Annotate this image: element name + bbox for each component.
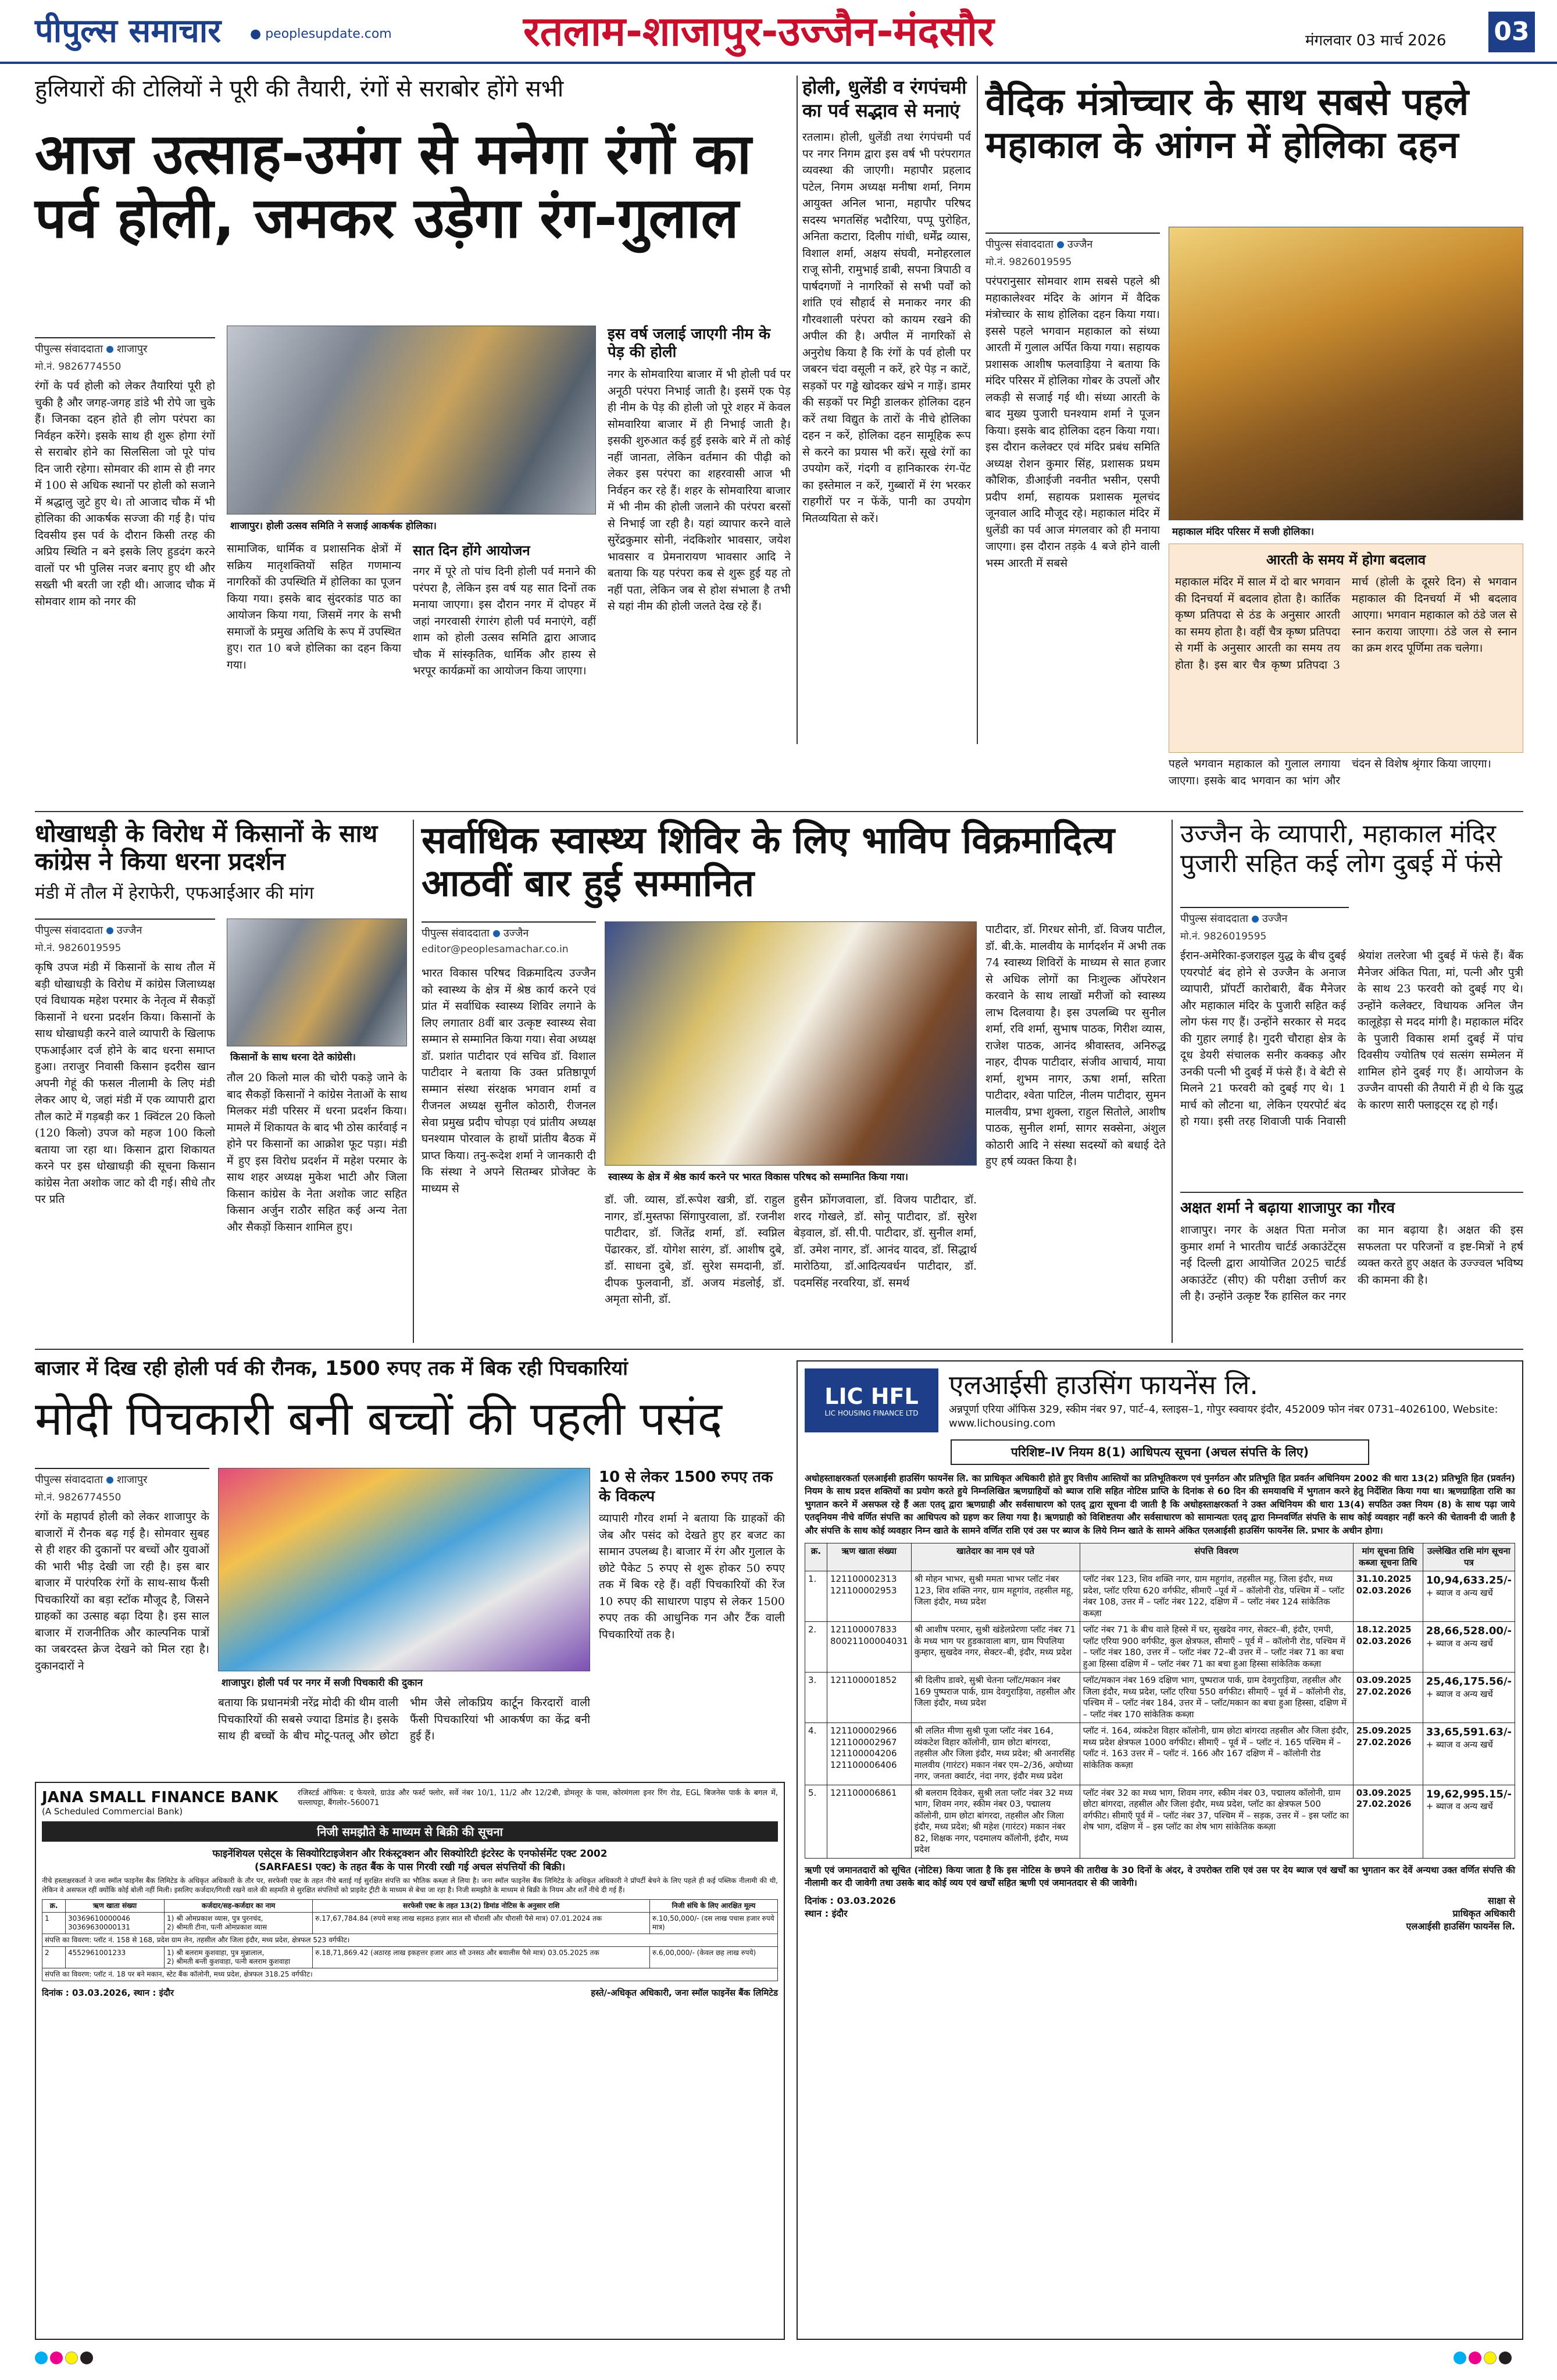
kisan-headline: धोखाधड़ी के विरोध में किसानों के साथ कांग्रेस ने किया धरना प्रदर्शन [35,819,378,876]
table-cell: 121100002966 121100002967 121100004206 121100006406 [827,1723,912,1785]
table-cell: रु.18,71,869.42 (अठारह लाख इकहत्तर हजार आठ सौ उनसठ और बयालीस पैसे मात्र) 03.05.2025 तक [313,1947,650,1968]
vikram-col3: पाटीदार, डॉ. गिरधर सोनी, डॉ. विजय पाटील, डॉ. बी.के. मालवीय के मार्गदर्शन में अभी तक 74 स्वास्थ्य शिविरों के माध्यम से सात हजार से अधिक लोगों का निःशुल्क ऑपरेशन करवाने के साथ लाखों मरीजों को स्वास्थ्य लाभ दिलवाया है। इस उपलब्धि पर सुनील शर्मा, रवि शर्मा, सुभाष पाठक, गिरीश व्यास, राजेश पाठक, आनंद श्रीवास्तव, अनिरुद्ध नाहर, दीपक पाटीदार, संजीव आचार्य, माया शर्मा, शुभम नागर, ऊषा शर्मा, सरिता पाटीदार, श्वेता पाटिल, नीलम पाटीदार, सुमन मालवीय, प्रभा शुक्ला, राहुल सितोले, आशीष पाठक, सुनील शर्मा, सागर सक्सेना, अंशुल कोठारी आदि ने संस्था सदस्यों को बधाई देते हुए हर्ष व्यक्त किया है। [985,923,1166,1168]
jana-address: रजिस्टर्ड ऑफिस: द फेयरवे, ग्राउंड और फर्स्ट फ्लोर, सर्वे नंबर 10/1, 11/2 और 12/2बी, डोमलूर के पास, कोरमंगला इनर रिंग रोड, EGL बिजनेस पार्क के बगल में, चल्लाघट्टा, बैंगलोर–560071 [298,1789,778,1807]
jana-table [42,1899,778,1981]
holi-kicker: हुलियारों की टोलियों ने पूरी की तैयारी, रंगों से सराबोर होंगे सभी [35,76,564,102]
neem-sidebar [608,326,791,738]
pichkari-photo-caption: शाजापुर। होली पर्व पर नगर में सजी पिचकारी की दुकान [218,1673,590,1691]
kisan-byline [35,919,215,954]
vikram-col2: डॉ. जी. व्यास, डॉ.रूपेश खत्री, डॉ. राहुल नागर, डॉ.मुस्तफा सिंगापुरवाला, डॉ. रजनीश पाटीदार, डॉ. जितेंद्र शर्मा, डॉ. स्वप्निल पेंढारकर, डॉ. योगेश सारंग, डॉ. आशीष दुबे, डॉ. साधना दुबे, डॉ. सुरेश समदानी, डॉ. दीपक फुलवानी, डॉ. अजय मंडलोई, डॉ. अमृता सोनी, डॉ. [605,1193,785,1306]
table-cell: 30369610000046 30369630000131 [66,1913,165,1934]
amount-sub: + ब्याज व अन्य खर्चे [1426,1801,1493,1812]
table-cell: 2. [805,1622,827,1673]
kisan-photo [227,919,407,1046]
table-cell: प्लॉट/मकान नंबर 169 दक्षिण भाग, पुष्पराज पार्क, ग्राम देवगुराड़िया, तहसील और जिला इंदौर, मध्य प्रदेश, प्लॉट एरिया 550 वर्गफीट। सीमाएँ – पूर्व में – कॉलोनी रोड, पश्चिम में – प्लॉट नंबर 184, उत्तर में – प्लॉट/मकान का बचा हुआ हिस्सा, दक्षिण में – प्लॉट नंबर 170 सांकेतिक कब्ज़ा [1080,1673,1353,1723]
table-header: क्र. [42,1900,66,1913]
table-header: ऋण खाता संख्या [66,1900,165,1913]
amount-sub: + ब्याज व अन्य खर्चे [1426,1688,1493,1699]
masthead-logo: पीपुल्स समाचार [35,12,222,50]
table-row [42,1934,778,1947]
holi-col3-block [413,541,596,738]
table-cell: 2 [42,1947,66,1968]
table-cell: संपत्ति का विवरण: प्लॉट नं. 158 से 168, प्रदेश ग्राम लेन, तहसील और जिला इंदौर, मध्य प्रदेश, क्षेत्रफल 523 वर्गफीट। [42,1934,778,1947]
table-cell: 03.09.2025 27.02.2026 [1353,1785,1423,1858]
black-mark-icon [80,2352,93,2364]
kisan-col2: तौल 20 किलो माल की चोरी पकड़े जाने के बाद सैकड़ों किसानों ने कांग्रेस नेताओं के साथ मिलकर मंडी परिसर में धरना प्रदर्शन किया। मामले में शिकायत के बाद भी ठोस कार्रवाई न होने पर किसानों का आक्रोश फूट पड़ा। मंडी में हुए इस विरोध प्रदर्शन में महेश परमार के साथ शहर अध्यक्ष मुकेश भाटी और जिला किसान कांग्रेस के नेता अशोक जाट सहित किसान अर्जुन राठौर सहित कई अन्य नेता और सैकड़ों किसान शामिल हुए। [227,1071,407,1234]
table-cell: 121100001852 [827,1673,912,1723]
table-cell [1423,1571,1515,1622]
table-row [805,1571,1515,1622]
mahakal-tail: पहले भगवान महाकाल को गुलाल लगाया जाएगा। इसके बाद भगवान का भांग और चंदन से विशेष श्रृंगार किया जाएगा। [1169,757,1491,787]
mahakal-photo-caption: महाकाल मंदिर परिसर में सजी होलिका। [1169,522,1523,540]
jana-notice [35,1782,785,2340]
column-rule [977,76,978,744]
pichkari-photo [218,1468,590,1671]
holi-subheading: सात दिन होंगे आयोजन [413,542,530,559]
table-row [805,1673,1515,1723]
byline-name: पीपुल्स संवाददाता [35,343,103,355]
pichkari-headline: मोदी पिचकारी बनी बच्चों की पहली पसंद [35,1392,723,1446]
mahakal-byline [985,233,1160,268]
table-row [805,1723,1515,1785]
jana-title-bar: निजी समझौते के माध्यम से बिक्री की सूचना [42,1821,778,1842]
lic-sign-by: प्राधिकृत अधिकारी [1452,1908,1515,1920]
table-header-row [42,1900,778,1913]
dubai-byline [1180,907,1349,942]
amount-sub: + ब्याज व अन्य खर्चे [1426,1587,1493,1598]
holi-col1: रंगों के पर्व होली को लेकर तैयारियां पूरी हो चुकी है और जगह-जगह डांडे भी रोपे जा चुके हैं। जिनका दहन होते ही लोग परंपरा का निर्वहन करेंगे। इसके साथ ही शुरू होगा रंगों से सराबोर होने का सिलसिला जो पूरे पांच दिन जारी रहेगा। सोमवार की शाम से ही नगर में 100 से अधिक स्थानों पर होली को सजाने में श्रद्धालु जुटे हुए थे। तो आजाद चौक में भी होलिका की आकर्षक सज्जा की गई है। पांच दिवसीय इस पर्व के दौरान किसी तरह की अप्रिय स्थिति न बने इसके लिए हुडदंग करने वालों पर भी पुलिस नजर बनाए हुए थी और सख्ती भी बरती जा रही थी। आजाद चौक में सोमवार शाम को नगर की [35,380,215,608]
amount-value: 28,66,528.00/- [1426,1625,1512,1638]
table-cell: 1) श्री बलराम कुशवाहा, पुत्र मुन्नालाल, 2) श्रीमती बन्ती कुशवाहा, पत्नी बलराम कुशवाहा [165,1947,313,1968]
yellow-mark-icon [65,2352,78,2364]
lic-table [805,1543,1515,1859]
column-rule [1172,820,1173,1343]
pichkari-side-text: व्यापारी गौरव शर्मा ने बताया कि ग्राहकों की जेब और पसंद को देखते हुए हर बजट का सामान उपलब्ध है। बाजार में रंग और गुलाल के छोटे पैकेट 5 रुपए से शुरू होकर 50 रुपए तक में बिक रहे हैं। वहीं पिचकारियों की रेंज 10 रुपए की साधारण पाइप से लेकर 1500 रुपए तक की आधुनिक गन और टैंक वाली पिचकारियों तक है। [599,1512,785,1641]
holi-col3: नगर में पूरे तो पांच दिनी होली पर्व मनाने की परंपरा है, लेकिन इस वर्ष यह सात दिनों तक मनाया जाएगा। इस दौरान नगर में दोपहर में जहां नगरवासी रंगारंग होली पर्व मनाएंगे, वहीं शाम को होली उत्सव समिति द्वारा आजाद चौक में सांस्कृतिक, धार्मिक और हास्य से भरपूर कार्यक्रमों का आयोजन किया जाएगा। [413,565,596,677]
table-cell: रु.6,00,000/- (केवल छह लाख रुपये) [650,1947,778,1968]
vikram-col2b: हुसैन फ्रोंगजवाला, डॉ. विजय पाटीदार, डॉ. शरद गोखले, डॉ. सोनू पाटीदार, डॉ. सुरेश बेड़वाल, डॉ. सी.पी. पाटीदार, डॉ. सुनील शर्मा, डॉ. उमेश नागर, डॉ. आनंद यादव, डॉ. सिद्धार्थ मारोठिया, डॉ.आदित्यवर्धन पाटीदार, डॉ. पदमसिंह नरवरिया, डॉ. समर्थ [794,1193,977,1289]
table-row [805,1622,1515,1673]
sadbhav-story [802,76,971,710]
table-cell: श्री आशीष परमार, सुश्री खंडेलप्रेरणा प्लॉट नंबर 71 के मध्य भाग पर हुडकावाला बाग, ग्राम पिपलिया कुम्हार, सुखदेव नगर, सेक्टर–बी, इंदौर, मध्य प्रदेश [911,1622,1080,1673]
table-cell [1423,1723,1515,1785]
lic-sign-place: स्थान : इंदौर [805,1908,848,1920]
table-cell: 3. [805,1673,827,1723]
pichkari-byline [35,1468,209,1503]
table-cell: रु.17,67,784.84 (रुपये सत्रह लाख सड़सठ हज़ार सात सौ चौरासी और चौरासी पैसे मात्र) 07.01.2024 तक [313,1913,650,1934]
lic-notice [797,1360,1523,2340]
vikram-photo [605,921,977,1166]
table-header: मांग सूचना तिथि कब्जा सूचना तिथि [1353,1543,1423,1571]
jana-sign: हस्ते/-अधिकृत अधिकारी, जना स्मॉल फाइनेंस बैंक लिमिटेड [591,1988,778,1999]
pichkari-kicker: बाजार में दिख रही होली पर्व की रौनक, 1500 रुपए तक में बिक रही पिचकारियां [35,1357,628,1380]
byline-email[interactable]: editor@peoplesamachar.co.in [422,944,569,955]
table-row [805,1785,1515,1858]
byline-place: उज्जैन [116,924,142,937]
lic-sign-seal: साक्षा से [1488,1895,1515,1907]
table-header-row [805,1543,1515,1571]
dubai-text: ईरान-अमेरिका-इजराइल युद्ध के बीच दुबई एयरपोर्ट बंद होने से उज्जैन के अनाज व्यापारी, प्रॉपर्टी कारोबारी, बैंक मैनेजर और महाकाल मंदिर के पुजारी सहित कई लोग फंस गए हैं। उन्होंने सरकार से मदद की गुहार लगाई है। गुदरी चौराहा क्षेत्र के दूध डेयरी संचालक सनीर कक्कड़ और उनकी पत्नी भी दुबई में फंसे हैं। वे बेटी से मिलने 21 फरवरी को दुबई गए थे। 1 मार्च को लौटना था, लेकिन एयरपोर्ट बंद हो गया। इसी तरह शिवाजी पार्क निवासी श्रेयांश तलरेजा भी दुबई में फंसे हैं। बैंक मैनेजर अंकित पिता, मां, पत्नी और पुत्री के साथ 23 फरवरी को दुबई गए थे। उन्होंने कलेक्टर, विधायक अनिल जैन कालूहेड़ा से मदद मांगी है। महाकाल मंदिर के पुजारी विकास शर्मा दुबई में पांच दिवसीय ज्योतिष एवं सत्संग सम्मेलन में शामिल होने दुबई गए हैं। आयोजन के उज्जैन वापसी की तैयारी में ही थे कि युद्ध के कारण सारी फ्लाइट्स रद्द हो गईं। [1180,949,1523,1128]
byline-place: उज्जैन [1262,913,1288,925]
neem-heading: इस वर्ष जलाई जाएगी नीम के पेड़ की होली [608,326,770,362]
vikram-col1: भारत विकास परिषद विक्रमादित्य उज्जैन को स्वास्थ्य के क्षेत्र में श्रेष्ठ कार्य करने एवं प्रांत में सर्वाधिक स्वास्थ्य शिविर लगाने के लिए लगातार 8वीं बार उत्कृष्ट स्वास्थ्य सेवा सम्मान से सम्मानित किया गया। सेवा अध्यक्ष डॉ. प्रशांत पाटीदार एवं सचिव डॉ. विशाल पाटीदार ने बताया कि उक्त प्रतिष्ठापूर्ण सम्मान संस्था संरक्षक भगवान शर्मा व रीजनल अध्यक्ष सुनील कोठारी, रीजनल सेवा प्रमुख प्रदीप चोपड़ा एवं प्रांतीय अध्यक्ष घनश्याम पोरवाल के हाथों प्रांतीय बैठक में प्राप्त किया। तनु-रूदेश शर्मा ने जानकारी दी कि संस्था ने अपने सितम्बर प्रोजेक्ट के माध्यम से [422,967,596,1195]
page-number: 03 [1488,12,1535,52]
amount-sub: + ब्याज व अन्य खर्चे [1426,1739,1493,1750]
table-header: कर्जदार/सह-कर्जदार का नाम [165,1900,313,1913]
print-marks-left [35,2352,95,2367]
sadbhav-text: रतलाम। होली, धुलेंडी तथा रंगपंचमी पर्व पर नगर निगम द्वारा इस वर्ष भी परंपरागत व्यवस्था की जाएगी। महापौर प्रहलाद पटेल, निगम अध्यक्ष मनीषा शर्मा, निगम आयुक्त अनिल भाना, महापौर परिषद सदस्य भगतसिंह भदौरिया, पप्पू पुरोहित, अनिता कटारा, दिलीप गांधी, धर्मेंद्र व्यास, विशाल शर्मा, अक्षय संघवी, मनोहरलाल राजू सोनी, रामुभाई डाबी, सपना त्रिपाठी व पार्षदगणों ने नागरिकों से सभी पर्वों को शांति एवं सौहार्द से मनाकर नगर की गौरवशाली परंपरा को कायम रखने की अपील की है। अपील में नागरिकों से अनुरोध किया है कि रंगों के पर्व होली पर जबरन चंदा वसूली न करें, हरे पेड़ न काटें, सड़कों पर गड्ढे खोदकर खंभे न गाड़ें। डामर की सड़कों पर मिट्टी डालकर होलिका दहन करें तथा विद्युत के तारों के नीचे होलिका दहन न करें, होलिका दहन सामूहिक रूप से करने का प्रयास भी करें। सूखे रंगों का उपयोग करें, गंदगी व हानिकारक रंग-पेंट का इस्तेमाल न करें, गुब्बारों में रंग भरकर राहगीरों पर न फेंकें, पानी का उपयोग मितव्ययिता से करें। [802,131,971,525]
lic-logo-sub: LIC HOUSING FINANCE LTD [824,1409,919,1417]
vikram-photo-caption: स्वास्थ्य के क्षेत्र में श्रेष्ठ कार्य करने पर भारत विकास परिषद को सम्मानित किया गया। [605,1167,977,1185]
table-cell: श्री मोहन भाभर, सुश्री ममता भाभर प्लॉट नंबर 123, शिव शक्ति नगर, ग्राम महूगांव, तहसील महू, जिला इंदौर, मध्य प्रदेश [911,1571,1080,1622]
magenta-mark-icon [50,2352,63,2364]
byline-name: पीपुल्स संवाददाता [35,1474,103,1486]
table-cell: श्री ललित मीणा सुश्री पूजा प्लॉट नंबर 164, व्यंकटेश विहार कॉलोनी, ग्राम छोटा बांगरदा, तहसील और जिला इंदौर, मध्य प्रदेश; श्री अनारसिंह मालवीय (गारंटर) मकान नंबर एम–2/36, अयोध्या नगर, जनता क्वार्टर, नंदा नगर, इंदौर मध्य प्रदेश [911,1723,1080,1785]
table-cell: प्लॉट नं. 164, व्यंकटेश विहार कॉलोनी, ग्राम छोटा बांगरदा तहसील और जिला इंदौर, मध्य प्रदेश क्षेत्रफल 1000 वर्गफीट। सीमाएँ – पूर्व में – प्लॉट नं. 165 पश्चिम में – प्लॉट नं. 163 उत्तर में – प्लॉट नं. 166 और 167 दक्षिण में – कॉलोनी रोड सांकेतिक कब्ज़ा [1080,1723,1353,1785]
edition-title: रतलाम-शाजापुर-उज्जैन-मंदसौर [523,8,994,55]
sadbhav-headline: होली, धुलेंडी व रंगपंचमी का पर्व सद्भाव से मनाएं [802,76,967,121]
table-cell: 1) श्री ओमप्रकाश व्यास, पुत्र पुरनचंद, 2) श्रीमती टीना, पत्नी ओमप्रकाश व्यास [165,1913,313,1934]
jana-bank-name: JANA SMALL FINANCE BANK [42,1789,278,1806]
holi-photo [227,326,596,514]
lic-sign-date: दिनांक : 03.03.2026 [805,1895,896,1907]
amount-value: 19,62,995.15/- [1426,1788,1512,1800]
section-rule [35,811,1523,812]
amount-sub: + ब्याज व अन्य खर्चे [1426,1638,1493,1649]
byline-place: शाजापुर [116,343,148,355]
table-cell: श्री दिलीप डावरे, सुश्री चेतना प्लॉट/मकान नंबर 169 पुष्पराज पार्क, ग्राम देवगुराड़िया, तहसील और जिला इंदौर, मध्य प्रदेश [911,1673,1080,1723]
lic-intro: अधोहस्ताक्षरकर्ता एलआईसी हाउसिंग फायनेंस लि. का प्राधिकृत अधिकारी होते हुए वित्तीय आस्तियों का प्रतिभूतिकरण एवं पुनर्गठन और प्रतिभूति हित प्रवर्तन अधिनियम 2002 की धारा 13(2) प्रतिभूति हित (प्रवर्तन) नियम के साथ प्रदत्त शक्तियों का प्रयोग करते हुये निम्नलिखित ऋणग्राहियों को ब्याज राशि सहित नोटिस प्राप्ति के दिनांक से 60 दिन की समयावधि में भुगतान करने हेतु निर्देशित किया गया था। ऋणग्राहिता राशि का भुगतान करने में असफल रहे हैं अतः एतद् द्वारा ऋणग्राही और सर्वसाधारण को एतद् द्वारा सूचना दी जाती है कि अधोहस्ताक्षरकर्ता ने उक्त अधिनियम की धारा 13(4) सपठित उक्त नियम (8) के साथ पढ़ा जाये एतद्नियम नीचे वर्णित संपत्ति का आधिपत्य को ग्रहण कर लिया गया है। ऋणग्राही को विशिष्टतया और सर्वसाधारण को सामान्यतः एतद् द्वारा निम्नवर्णित संपत्ति के साथ कोई व्यवहार नहीं करने की चेतावनी दी जाती है और संपत्ति के साथ कोई व्यवहार निम्न खाते के सामने वर्णित राशि एवं उस पर ब्याज के लिये निम्न खाते के सामने अंकित एलआईसी हाउसिंग फायनेंस लि. प्रभार के अधीन होगा। [805,1473,1515,1536]
pichkari-side-heading: 10 से लेकर 1500 रुपए तक के विकल्प [599,1468,773,1505]
byline-mobile: मो.नं. 9826019595 [985,256,1072,268]
byline-name: पीपुल्स संवाददाता [35,924,103,937]
table-cell: संपत्ति का विवरण: प्लॉट नं. 18 पर बने मकान, स्टेट बैंक कॉलोनी, मध्य प्रदेश, क्षेत्रफल 318.25 वर्गफीट। [42,1968,778,1981]
cyan-mark-icon [35,2352,48,2364]
cyan-mark-icon [1454,2352,1466,2364]
akshat-text: शाजापुर। नगर के अक्षत पिता मनोज कुमार शर्मा ने भारतीय चार्टर्ड अकाउंटेंट्स नई दिल्ली द्वारा आयोजित 2025 चार्टर्ड अकाउंटेंट (सीए) की परीक्षा उत्तीर्ण कर ली है। उन्होंने उत्कृष्ट रैंक हासिल कर नगर का मान बढ़ाया है। अक्षत की इस सफलता पर परिजनों व इष्ट-मित्रों ने हर्ष व्यक्त करते हुए अक्षत के उज्ज्वल भविष्य की कामना की है। [1180,1224,1523,1303]
amount-value: 25,46,175.56/- [1426,1675,1512,1688]
lic-sign-org: एलआईसी हाउसिंग फायनेंस लि. [1406,1921,1515,1932]
vikram-headline: सर्वाधिक स्वास्थ्य शिविर के लिए भाविप विक्रमादित्य आठवीं बार हुई सम्मानित [422,819,1115,905]
holi-photo-caption: शाजापुर। होली उत्सव समिति ने सजाई आकर्षक होलिका। [227,516,596,534]
holi-byline [35,337,215,373]
mahakal-headline: वैदिक मंत्रोच्चार के साथ सबसे पहले महाकाल के आंगन में होलिका दहन [985,81,1469,167]
aarti-text: महाकाल मंदिर में साल में दो बार भगवान की दिनचर्या में बदलाव होता है। कार्तिक कृष्ण प्रतिपदा से ठंड के अनुसार आरती का समय होता है। वहीं चैत्र कृष्ण प्रतिपदा से गर्मी के अनुसार आरती का समय तय होता है। इस बार चैत्र कृष्ण प्रतिपदा 3 मार्च (होली के दूसरे दिन) से भगवान महाकाल की दिनचर्या में भी बदलाव आएगा। भगवान महाकाल को ठंडे जल से स्नान कराया जाएगा। ठंडे जल से स्नान का क्रम शरद पूर्णिमा तक चलेगा। [1175,576,1517,671]
table-cell: 03.09.2025 27.02.2026 [1353,1673,1423,1723]
byline-place: उज्जैन [1067,238,1093,251]
byline-name: पीपुल्स संवाददाता [1180,913,1248,925]
jana-footer: दिनांक : 03.03.2026, स्थान : इंदौर [42,1988,174,1999]
lic-footer: ऋणी एवं जमानतदारों को सूचित (नोटिस) किया जाता है कि इस नोटिस के छपने की तारीख के 30 दिनों के अंदर, वे उपरोक्त राशि एवं उस पर देय ब्याज एवं खर्चों का भुगतान कर देवें अन्यथा उक्त वर्णित संपत्ति की नीलामी कर दी जावेगी तथा उसके बाद कोई व्यय एवं खर्चों सहित ऋणी एवं जमानतदार से की जावेगी। [805,1864,1515,1888]
column-rule [797,76,798,744]
lic-address: अन्नपूर्णा एरिया ऑफिस 329, स्कीम नंबर 97, पार्ट–4, स्लाइस–1, गोपुर स्क्वायर इंदौर, 452009 फोन नंबर 0731–4026100, Website: www.lichousing.com [949,1403,1498,1430]
table-header: क्र. [805,1543,827,1571]
neem-text: नगर के सोमवारिया बाजार में भी होली पर्व पर अनूठी परंपरा निभाई जाती है। इसमें एक पेड़ ही नीम के पेड़ की होली जो पूरे शहर में केवल सोमवारिया बाजार में ही निभाई जाती है। इसकी शुरुआत कई हुई इसके बारे में तो कोई नहीं जानता, लेकिन वर्तमान की पीढ़ी को लेकर इस परंपरा का शहरवासी आज भी निर्वहन कर रहे हैं। शहर के सोमवारिया बाजार में भी नीम की होली जलाने की परंपरा बरसों से निभाई जा रही है। यहां व्यापार करने वाले सुरेंद्रकुमार सोनी, नंदकिशोर भावसार, जयेश भावसार व प्रेमनारायण भावसार आदि ने बताया कि यह परंपरा कब से शुरू हुई यह तो नहीं पता, लेकिन जब से होश संभाला है तभी से यहां नीम की होली जलते देख रहे हैं। [608,368,791,613]
table-cell: 121100007833 80021100004031 [827,1622,912,1673]
print-marks-right [1454,2352,1514,2367]
table-cell [1423,1673,1515,1723]
jana-act2: (SARFAESI एक्ट) के तहत बैंक के पास गिरवी रखी गई अचल संपत्तियों की बिक्री। [254,1861,566,1873]
lic-notice-title: परिशिष्ट–IV नियम 8(1) आधिपत्य सूचना (अचल संपत्ति के लिए) [951,1439,1369,1465]
aarti-box [1169,544,1523,753]
table-header: खातेदार का नाम एवं पते [911,1543,1080,1571]
table-row [42,1968,778,1981]
table-cell: प्लॉट नंबर 71 के बीच वाले हिस्से में घर, सुखदेव नगर, सेक्टर–बी, इंदौर, एमपी, प्लॉट एरिया 900 वर्गफीट, कुल क्षेत्रफल, सीमाएँ – पूर्व में – कॉलोनी रोड, पश्चिम में – प्लॉट नंबर 180, उत्तर में – प्लॉट नंबर 72–बी उत्तर में – प्लॉट नंबर 71 का बचा हुआ हिस्सा दक्षिण में – प्लॉट नंबर 71 का बचा हुआ हिस्सा सांकेतिक कब्ज़ा [1080,1622,1353,1673]
jana-bank-sub: (A Scheduled Commercial Bank) [42,1806,183,1817]
table-cell: 25.09.2025 27.02.2026 [1353,1723,1423,1785]
byline-name: पीपुल्स संवाददाता [985,238,1054,251]
table-header: निजी संधि के लिए आरक्षित मूल्य [650,1900,778,1913]
table-cell: रु.10,50,000/- (दस लाख पचास हजार रुपये मात्र) [650,1913,778,1934]
amount-value: 33,65,591.63/- [1426,1726,1512,1739]
byline-name: पीपुल्स संवाददाता [422,927,490,939]
jana-body: नीचे हस्ताक्षरकर्ता ने जना स्मॉल फाइनेंस बैंक लिमिटेड के अधिकृत अधिकारी के तौर पर, सरफेसी एक्ट के तहत नीचे बताई गई सुरक्षित संपत्ति का भौतिक कब्ज़ा ले लिया है। जना स्मॉल फाइनेंस बैंक लिमिटेड के अधिकृत अधिकारी ने प्रॉपर्टी बेचने के लिए पहले ही कई पब्लिक नीलामी की थी, लेकिन वे असफल रहीं क्योंकि कोई बोली नहीं मिली। इसलिए कर्जदार/गिरवी रखने वाले की सहमति से सुरक्षित संपत्तियों को प्राइवेट ट्रीटी के माध्यम से बेचा जा रहा है। निजी समझौते के माध्यम से बिक्री के नियम और शर्तें नीचे दी गई हैं। [42,1877,778,1894]
aarti-heading: आरती के समय में होगा बदलाव [1266,552,1426,568]
jana-act: फाइनेंशियल एसेट्स के सिक्योरिटाइजेशन और रिकंस्ट्रक्शन और सिक्योरिटी इंटरेस्ट के एनफोर्समेंट एक्ट 2002 [212,1848,608,1860]
table-header: संपत्ति विवरण [1080,1543,1353,1571]
table-row [42,1947,778,1968]
byline-mobile: मो.नं. 9826019595 [1180,931,1267,942]
column-rule [413,820,414,1343]
table-cell: 121100006861 [827,1785,912,1858]
dubai-headline: उज्जैन के व्यापारी, महाकाल मंदिर पुजारी सहित कई लोग दुबई में फंसे [1180,819,1502,878]
byline-place: शाजापुर [116,1474,148,1486]
table-cell: श्री बलराम दिवेकर, सुश्री लता प्लॉट नंबर 32 मध्य भाग, शिवम नगर, स्कीम नंबर 03, पद्मालय कॉलोनी, ग्राम छोटा बांगरदा, तहसील और जिला इंदौर, मध्य प्रदेश; श्री महेश (गारंटर) मकान नंबर 82, शिक्षक नगर, पदमालय कॉलोनी, इंदौर, मध्य प्रदेश [911,1785,1080,1858]
table-header: सरफेसी एक्ट के तहत 13(2) डिमांड नोटिस के अनुसार राशि [313,1900,650,1913]
kisan-col1: कृषि उपज मंडी में किसानों के साथ तौल में बड़ी धोखाधड़ी के विरोध में कांग्रेस जिलाध्यक्ष एवं विधायक महेश परमार के नेतृत्व में सैकड़ों किसानों ने धरना प्रदर्शन किया। किसानों के साथ धोखाधड़ी करने वाले व्यापारी के खिलाफ एफआईआर दर्ज होने के बाद धरना समाप्त हुआ। तराजुर निवासी किसान इदरीस खान अपनी गेहूं की फसल नीलामी के लिए मंडी लेकर आए थे, जहां मंडी में एक व्यापारी द्वारा तौल काटे में गड़बड़ी कर 1 क्विंटल 20 किलो (120 किलो) उपज को महज 100 किलो बताया जा रहा था। किसान द्वारा शिकायत करने पर इस धोखाधड़ी की सूचना किसान कांग्रेस नेता अशोक जाट को दी गई। सीधे तौर पर प्रति [35,961,215,1206]
holi-headline: आज उत्साह-उमंग से मनेगा रंगों का पर्व होली, जमकर उड़ेगा रंग-गुलाल [35,121,752,251]
amount-value: 10,94,633.25/- [1426,1574,1512,1587]
lic-logo-text: LIC HFL [824,1384,919,1409]
pichkari-sidebar [599,1468,785,1776]
section-rule [35,1349,1523,1350]
issue-date: मंगलवार 03 मार्च 2026 [1305,32,1447,49]
masthead [0,0,1557,64]
table-cell: 1. [805,1571,827,1622]
byline-place: उज्जैन [503,927,529,939]
table-header: ऋण खाता संख्या [827,1543,912,1571]
black-mark-icon [1499,2352,1512,2364]
holi-col2: सामाजिक, धार्मिक व प्रशासनिक क्षेत्रों में सक्रिय मातृशक्तियों सहित गणमान्य नागरिकों की उपस्थिति में होलिका का पूजन किया गया। इसके बाद सुंदरकांड पाठ का आयोजन किया गया, जिसमें नगर के सभी समाजों के प्रमुख अतिथि के रूप में उपस्थित हुए। रात 10 बजे होलिका का दहन किया गया। [227,542,401,671]
table-cell: 5. [805,1785,827,1858]
magenta-mark-icon [1469,2352,1481,2364]
yellow-mark-icon [1484,2352,1497,2364]
pichkari-col2: बताया कि प्रधानमंत्री नरेंद्र मोदी की थीम वाली पिचकारियों की सबसे ज्यादा डिमांड है। इसके साथ ही बच्चों के बीच मोटू-पतलू और छोटा भीम जैसे लोकप्रिय कार्टून किरदारों वाली फैंसी पिचकारियां भी आकर्षण का केंद्र बनी हुई हैं। [218,1696,590,1742]
table-cell: 121100002313 121100002953 [827,1571,912,1622]
table-cell: 18.12.2025 02.03.2026 [1353,1622,1423,1673]
table-cell: 4552961001233 [66,1947,165,1968]
mahakal-text: परंपरानुसार सोमवार शाम सबसे पहले श्री महाकालेश्वर मंदिर के आंगन में वैदिक मंत्रोच्चार के साथ होलिका दहन किया गया। इससे पहले भगवान महाकाल को संध्या आरती में गुलाल अर्पित किया गया। सहायक प्रशासक आशीष फलवाड़िया ने बताया कि मंदिर परिसर में होलिका गोबर के उपलों और लकड़ी से सजाई गई थी। संध्या आरती के बाद मुख्य पुजारी घनश्याम शर्मा ने पूजन किया। इसके बाद होलिका दहन किया गया। इस दौरान कलेक्टर एवं मंदिर प्रबंध समिति अध्यक्ष रोशन कुमार सिंह, प्रशासक प्रथम कौशिक, डीआईजी नवनीत भसीन, एसपी प्रदीप शर्मा, सहायक प्रशासक मूलचंद जूनवाल आदि मौजूद रहे। महाकाल मंदिर में धुलेंडी का पर्व आज मंगलवार को ही मनाया जाएगा। इस दौरान तड़के 4 बजे होने वाली भस्म आरती में सबसे [985,275,1160,570]
website-link[interactable]: ● peoplesupdate.com [250,27,392,41]
table-row [42,1913,778,1934]
lic-company: एलआईसी हाउसिंग फायनेंस लि. [949,1369,1258,1401]
pichkari-col1: रंगों के महापर्व होली को लेकर शाजापुर के बाजारों में रौनक बढ़ गई है। सोमवार सुबह से ही शहर की दुकानों पर बच्चों और युवाओं की भारी भीड़ देखी जा रही है। इस बार बाजार में पारंपरिक रंगों के साथ-साथ फैंसी पिचकारियों का बड़ा स्टॉक मौजूद है, जिसने ग्राहकों का उत्साह बढ़ा दिया है। इस साल बाजार में राजनीतिक और काल्पनिक पात्रों का जबरदस्त क्रेज देखने को मिल रहा है। दुकानदारों ने [35,1510,209,1673]
table-cell: 4. [805,1723,827,1785]
byline-mobile: मो.नं. 9826019595 [35,942,122,954]
akshat-heading: अक्षत शर्मा ने बढ़ाया शाजापुर का गौरव [1180,1192,1523,1217]
table-cell: प्लॉट नंबर 32 का मध्य भाग, शिवम नगर, स्कीम नंबर 03, पद्मालय कॉलोनी, ग्राम छोटा बांगरदा, तहसील और जिला इंदौर, मध्य प्रदेश, प्लॉट का क्षेत्रफल 500 वर्गफीट। सीमाएँ पूर्व में – प्लॉट नंबर 37, पश्चिम में – सड़क, उत्तर में – इस प्लॉट का शेष भाग, दक्षिण में – इस प्लॉट का शेष भाग सांकेतिक कब्ज़ा [1080,1785,1353,1858]
byline-mobile: मो.नं. 9826774550 [35,1492,122,1503]
table-cell [1423,1785,1515,1858]
kisan-subhead: मंडी में तौल में हेराफेरी, एफआईआर की मांग [35,883,314,903]
table-cell: प्लॉट नंबर 123, शिव शक्ति नगर, ग्राम महूगांव, तहसील महू, जिला इंदौर, मध्य प्रदेश, प्लॉट एरिया 620 वर्गफीट, सीमाएँ –पूर्व में – कॉलोनी रोड, पश्चिम में – प्लॉट नंबर 108, उत्तर में – प्लॉट नंबर 122, दक्षिण में – प्लॉट नंबर 124 सांकेतिक कब्ज़ा [1080,1571,1353,1622]
lic-logo [805,1368,938,1432]
byline-mobile: मो.नं. 9826774550 [35,361,122,373]
table-header: उल्लेखित राशि मांग सूचना पत्र [1423,1543,1515,1571]
website-text: peoplesupdate.com [265,27,392,41]
table-cell: 1 [42,1913,66,1934]
table-cell [1423,1622,1515,1673]
kisan-photo-caption: किसानों के साथ धरना देते कांग्रेसी। [227,1048,407,1066]
akshat-story [1180,1192,1523,1338]
vikram-byline [422,921,596,955]
mahakal-photo [1169,227,1523,520]
table-cell: 31.10.2025 02.03.2026 [1353,1571,1423,1622]
